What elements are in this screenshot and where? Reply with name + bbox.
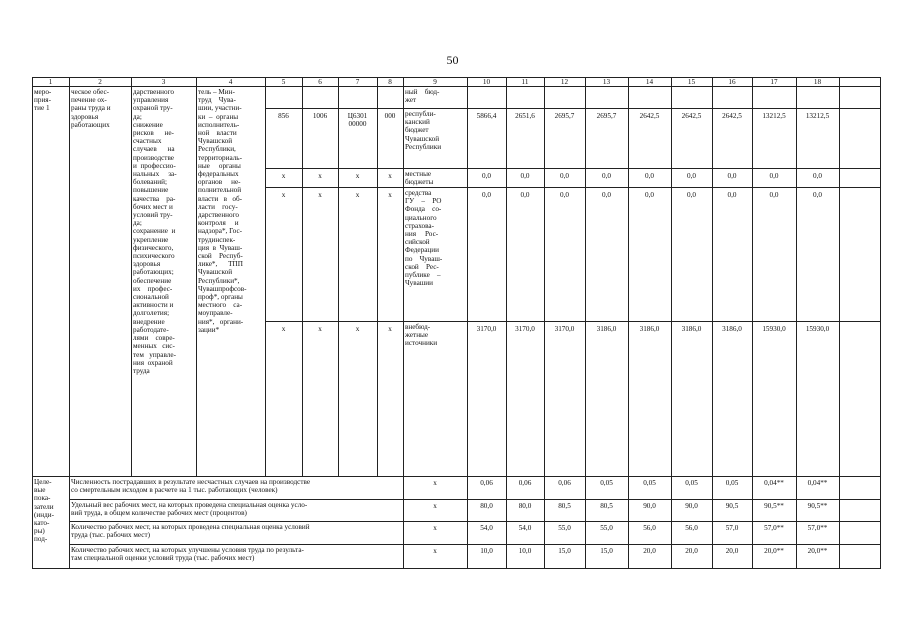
column-line xyxy=(796,77,797,569)
rz-code: 856 xyxy=(278,112,289,120)
column-line xyxy=(131,77,132,477)
header-cell: 14 xyxy=(645,77,654,86)
funding-value: 2642,5 xyxy=(639,112,660,120)
funding-row-border xyxy=(265,321,881,322)
target-row-border xyxy=(69,499,881,500)
table-bottom-border xyxy=(32,568,881,569)
indicator-value: 80,5 xyxy=(558,502,571,510)
targets-label: Целе- вые пока- затели (инди- като- ры) под- xyxy=(34,478,54,544)
indicator-value: 0,05 xyxy=(643,479,656,487)
column-line xyxy=(506,77,507,569)
indicator-value: 80,5 xyxy=(600,502,613,510)
header-cell: 9 xyxy=(433,77,437,86)
header-cell: 17 xyxy=(770,77,778,86)
indicator-value: 0,04** xyxy=(807,479,828,487)
funding-value: 0,0 xyxy=(769,172,779,180)
csr-code: x xyxy=(355,191,360,199)
column-line xyxy=(265,77,266,477)
indicator-value: 10,0 xyxy=(480,547,493,555)
measure-label: меро- прия- тие 1 xyxy=(34,88,52,113)
indicator-value: 57,0 xyxy=(725,524,739,532)
funding-source: внебюд- жетные источники xyxy=(405,323,438,348)
pr-code: 1006 xyxy=(312,112,328,120)
funding-value: 0,0 xyxy=(687,172,696,180)
indicator-value: 20,0** xyxy=(807,547,828,555)
indicator-value: 55,0 xyxy=(600,524,613,532)
column-line xyxy=(585,77,586,569)
csr-code: x xyxy=(355,172,360,180)
header-cell: 11 xyxy=(521,77,529,86)
indicator-value: 0,06 xyxy=(558,479,571,487)
column-line xyxy=(671,77,672,569)
funding-value: 0,0 xyxy=(602,172,611,180)
funding-value: 0,0 xyxy=(520,191,530,199)
indicator-value: 20,0 xyxy=(725,547,739,555)
funding-value: 0,0 xyxy=(482,172,491,180)
header-cell: 3 xyxy=(161,77,166,86)
column-line xyxy=(377,77,378,477)
header-cell: 8 xyxy=(388,77,392,86)
funding-value: 0,0 xyxy=(560,191,569,199)
column-line xyxy=(338,77,339,477)
column-line xyxy=(196,77,197,477)
funding-value: 0,0 xyxy=(645,172,654,180)
funding-value: 0,0 xyxy=(727,172,737,180)
indicator-value: 15,0 xyxy=(558,547,571,555)
funding-value: 3170,0 xyxy=(554,325,575,333)
indicator-value: 90,5** xyxy=(764,502,784,510)
funding-source: средства ГУ – РО Фонда со- циального страхова- ния Рос- сийской Федерации по Чуваш- ской Рес- публике – Чувашии xyxy=(405,189,443,288)
measure-tasks: дарственного управления охраной тру- да; снижение рисков не- счастных случаев на производстве и профессио- нальных за- болеваний; повышение качества ра- бочих мест и условий тру- да; сохранение и укрепление физического, психического здоровья работающих; обеспечение их профес- сиональной активности и долголетия; внедрение работодате- лями совре- менных сис- тем управле- ния охраной труда xyxy=(133,88,177,375)
column-line xyxy=(467,77,468,569)
column-line xyxy=(69,77,70,569)
header-cell: 5 xyxy=(281,77,286,86)
indicator-value: 0,05 xyxy=(685,479,698,487)
vr-code: x xyxy=(388,172,392,180)
column-line xyxy=(544,77,545,569)
target-row-border xyxy=(69,544,881,545)
funding-value: 0,0 xyxy=(602,191,611,199)
funding-value: 0,0 xyxy=(687,191,696,199)
indicator-name: Численность пострадавших в результате несчастных случаев на производстве со смертельным исходом в расчете на 1 тыс. работающих (человек) xyxy=(71,478,311,495)
funding-value: 3170,0 xyxy=(515,325,535,333)
column-line xyxy=(880,77,881,569)
measure-bottom-border xyxy=(32,476,881,477)
indicator-name: Удельный вес рабочих мест, на которых проведена специальная оценка усло- вий труда, в общем количестве рабочих мест (процентов) xyxy=(71,501,308,518)
indicator-value: 90,5** xyxy=(807,502,828,510)
vr-code: x xyxy=(388,191,392,199)
indicator-value: 0,05 xyxy=(600,479,613,487)
funding-value: 2642,5 xyxy=(722,112,742,120)
indicator-value: 0,04** xyxy=(764,479,784,487)
funding-value: 3186,0 xyxy=(722,325,742,333)
header-cell: 12 xyxy=(560,77,569,86)
indicator-name: Количество рабочих мест, на которых улучшены условия труда по результа- там специальной оценки условий труда (тыс. рабочих мест) xyxy=(71,546,304,563)
indicator-value: 10,0 xyxy=(518,547,532,555)
funding-value: 2651,6 xyxy=(515,112,535,120)
funding-row-border xyxy=(265,108,881,109)
funding-value: 0,0 xyxy=(769,191,779,199)
funding-value: 2695,7 xyxy=(596,112,617,120)
column-line xyxy=(712,77,713,569)
column-line xyxy=(32,77,33,569)
header-cell: 18 xyxy=(813,77,822,86)
indicator-value: 80,0 xyxy=(480,502,493,510)
header-cell: 7 xyxy=(355,77,360,86)
header-cell: 10 xyxy=(482,77,491,86)
csr-code: Ц6301 00000 xyxy=(347,112,368,129)
funding-value: 2642,5 xyxy=(681,112,702,120)
indicator-value: 54,0 xyxy=(480,524,493,532)
funding-value: 2695,7 xyxy=(554,112,575,120)
funding-value: 15930,0 xyxy=(762,325,786,333)
pr-code: x xyxy=(318,191,322,199)
vr-code: 000 xyxy=(384,112,396,120)
funding-value: 0,0 xyxy=(813,172,822,180)
vr-code: x xyxy=(388,325,392,333)
target-row-border xyxy=(69,521,881,522)
funding-value: 3186,0 xyxy=(596,325,617,333)
page-number: 50 xyxy=(446,53,459,67)
funding-source: местные бюджеты xyxy=(405,170,434,187)
header-cell: 4 xyxy=(228,77,233,86)
funding-value: 3170,0 xyxy=(476,325,497,333)
funding-value: 5866,4 xyxy=(476,112,497,120)
funding-value: 13212,5 xyxy=(762,112,786,120)
indicator-value: 55,0 xyxy=(558,524,571,532)
csr-code: x xyxy=(355,325,360,333)
indicator-value: 15,0 xyxy=(600,547,613,555)
funding-value: 0,0 xyxy=(645,191,654,199)
indicator-value: 57,0** xyxy=(807,524,828,532)
header-cell: 15 xyxy=(687,77,696,86)
header-bottom-border xyxy=(32,86,881,87)
funding-value: 15930,0 xyxy=(805,325,830,333)
header-cell: 13 xyxy=(602,77,611,86)
indicator-x: x xyxy=(433,547,437,555)
measure-title: ческое обес- печение ох- раны труда и здоровья работающих xyxy=(71,88,111,129)
funding-value: 13212,5 xyxy=(805,112,830,120)
rz-code: x xyxy=(281,172,286,180)
rz-code: x xyxy=(281,325,286,333)
pr-code: x xyxy=(318,325,322,333)
indicator-value: 20,0 xyxy=(643,547,656,555)
indicator-value: 56,0 xyxy=(685,524,698,532)
column-line xyxy=(403,77,404,569)
indicator-value: 90,0 xyxy=(643,502,656,510)
column-line xyxy=(302,77,303,477)
indicator-x: x xyxy=(433,524,437,532)
funding-value: 3186,0 xyxy=(681,325,702,333)
funding-value: 0,0 xyxy=(482,191,491,199)
indicator-x: x xyxy=(433,502,437,510)
header-cell: 1 xyxy=(48,77,53,86)
indicator-value: 56,0 xyxy=(643,524,656,532)
indicator-value: 80,0 xyxy=(518,502,532,510)
funding-value: 0,0 xyxy=(520,172,530,180)
indicator-value: 90,5 xyxy=(725,502,739,510)
column-line xyxy=(839,77,840,569)
indicator-value: 90,0 xyxy=(685,502,698,510)
funding-value: 0,0 xyxy=(813,191,822,199)
indicator-value: 20,0 xyxy=(685,547,698,555)
header-cell: 6 xyxy=(318,77,322,86)
funding-row-border xyxy=(265,187,881,188)
column-line xyxy=(752,77,753,569)
pr-code: x xyxy=(318,172,322,180)
indicator-value: 20,0** xyxy=(764,547,784,555)
indicator-x: x xyxy=(433,479,437,487)
funding-source: ный бюд- жет xyxy=(405,88,440,105)
indicator-value: 57,0** xyxy=(764,524,784,532)
indicator-value: 0,05 xyxy=(725,479,739,487)
measure-participants: тель – Мин- труд Чува- шии, участни- ки – органы исполнитель- ной власти Чувашской Республики, территориаль- ные органы федеральных органов не- полнительной власти в об- ласти госу- дарственного контроля и надзора*, Гос- трудинспек- ция в Чуваш- ской Респуб- лике*, ТПП Чувашской Республики*, Чувашпрофсов- проф*, органы местного са- моуправле- ния*, органи- зации* xyxy=(198,88,247,334)
indicator-value: 0,06 xyxy=(518,479,532,487)
column-line xyxy=(628,77,629,569)
rz-code: x xyxy=(281,191,286,199)
header-cell: 16 xyxy=(728,77,736,86)
header-cell: 2 xyxy=(98,77,102,86)
funding-source: республи- канский бюджет Чувашской Республики xyxy=(405,110,442,151)
funding-value: 0,0 xyxy=(560,172,569,180)
funding-value: 3186,0 xyxy=(639,325,660,333)
funding-value: 0,0 xyxy=(727,191,737,199)
indicator-name: Количество рабочих мест, на которых проведена специальная оценка условий труда (тыс. рабочих мест) xyxy=(71,523,310,540)
funding-row-border xyxy=(265,168,881,169)
indicator-value: 54,0 xyxy=(518,524,532,532)
indicator-value: 0,06 xyxy=(480,479,493,487)
